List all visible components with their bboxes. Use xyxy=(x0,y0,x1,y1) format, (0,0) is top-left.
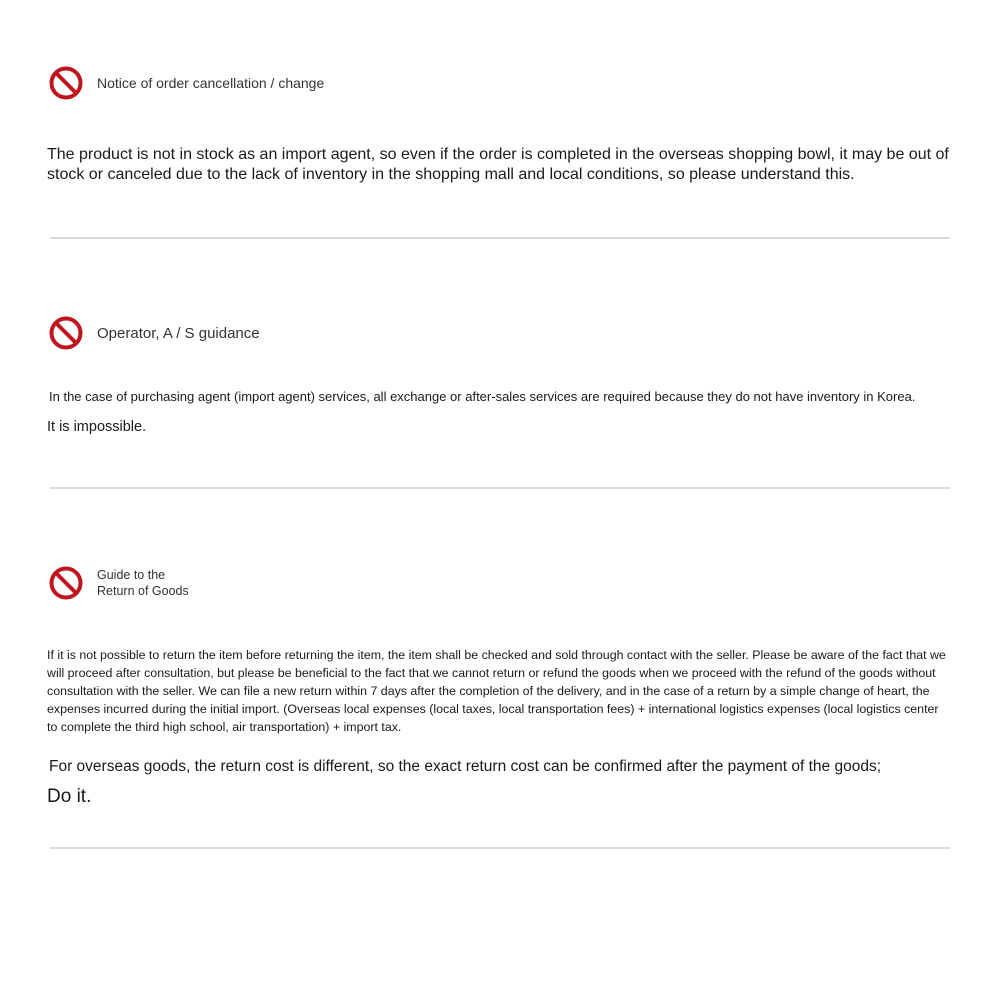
section-body-text: For overseas goods, the return cost is different, so the exact return cost can be confirmed after the payment of the goods; xyxy=(49,758,881,775)
section-divider xyxy=(50,487,950,489)
section-header-return-guide xyxy=(48,565,189,601)
section-divider xyxy=(50,847,950,849)
section-body-text: If it is not possible to return the item before returning the item, the item shall be checked and sold through contact with the seller. Please be aware of the fact that we will proceed after consultation, but please be beneficial to the fact that we cannot return or refund the goods when we proceed with the refund of the goods without consultation with the seller. We can file a new return within 7 days after the completion of the delivery, and in the case of a return by a simple change of heart, the expenses incurred during the initial import. (Overseas local expenses (local taxes, local transportation fees) + international logistics expenses (local logistics center to complete the third high school, air transportation) + import tax. xyxy=(47,648,946,734)
section-title-line: Guide to the xyxy=(97,568,166,582)
section-body-text: The product is not in stock as an import agent, so even if the order is completed in the overseas shopping bowl, it may be out of stock or canceled due to the lack of inventory in the shopping mall and local conditions, so please understand this. xyxy=(47,146,949,183)
prohibited-icon xyxy=(48,565,84,601)
section-title: Notice of order cancellation / change xyxy=(97,75,325,91)
section-body-text: In the case of purchasing agent (import agent) services, all exchange or after-sales services are required because they do not have inventory in Korea. xyxy=(49,389,916,404)
section-title xyxy=(97,567,189,599)
section-body-text: It is impossible. xyxy=(47,419,147,435)
section-header-as-guidance xyxy=(48,315,260,351)
section-title: Operator, A / S guidance xyxy=(97,324,260,342)
prohibited-icon xyxy=(48,65,84,101)
prohibited-icon xyxy=(48,315,84,351)
section-body-text: Do it. xyxy=(47,786,92,807)
section-divider xyxy=(50,237,950,239)
section-header-order-cancellation xyxy=(48,65,324,101)
section-title-line: Return of Goods xyxy=(97,584,189,598)
